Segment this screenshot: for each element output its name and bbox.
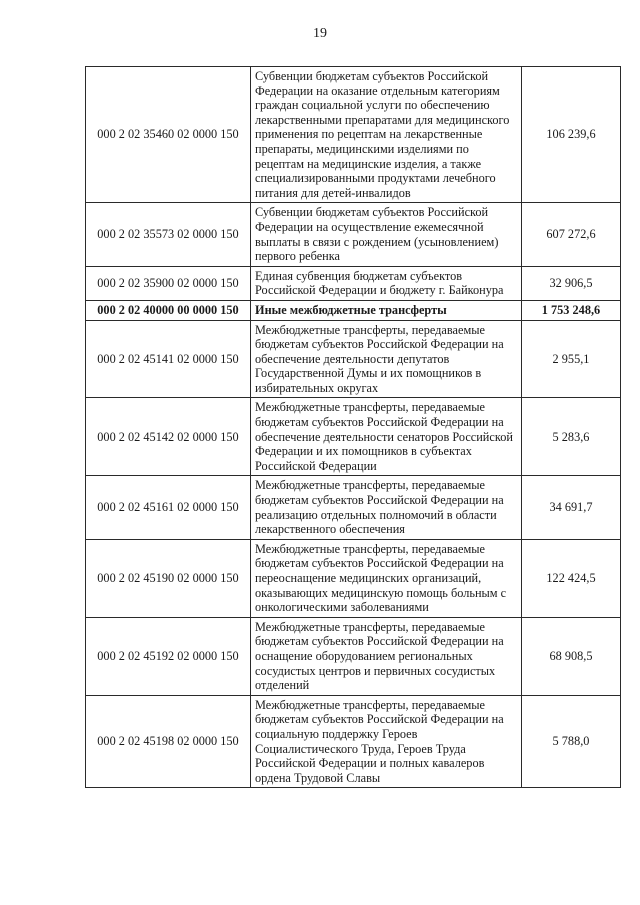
description-cell: Межбюджетные трансферты, передаваемые бюджетам субъектов Российской Федерации на оснащение оборудованием региональных сосудистых центров и первичных сосудистых отделений — [251, 617, 522, 695]
table-row — [86, 617, 621, 695]
budget-code-cell: 000 2 02 45141 02 0000 150 — [86, 320, 251, 398]
amount-cell: 607 272,6 — [522, 203, 621, 266]
amount-cell: 32 906,5 — [522, 266, 621, 300]
table-row — [86, 300, 621, 320]
budget-code-cell: 000 2 02 45142 02 0000 150 — [86, 398, 251, 476]
table-row — [86, 695, 621, 788]
budget-code-cell: 000 2 02 45192 02 0000 150 — [86, 617, 251, 695]
table-row — [86, 476, 621, 539]
table-row — [86, 539, 621, 617]
amount-cell: 1 753 248,6 — [522, 300, 621, 320]
budget-table — [85, 66, 621, 788]
description-cell: Субвенции бюджетам субъектов Российской Федерации на оказание отдельным категориям граждан социальной услуги по обеспечению лекарственными препаратами для медицинского применения по рецептам на лекарственные препараты, медицинскими изделиями по рецептам на медицинские изделия, а также специализированными продуктами лечебного питания для детей-инвалидов — [251, 67, 522, 203]
table-row — [86, 67, 621, 203]
description-cell: Межбюджетные трансферты, передаваемые бюджетам субъектов Российской Федерации на реализацию отдельных полномочий в области лекарственного обеспечения — [251, 476, 522, 539]
description-cell: Субвенции бюджетам субъектов Российской Федерации на осуществление ежемесячной выплаты в связи с рождением (усыновлением) первого ребенка — [251, 203, 522, 266]
amount-cell: 122 424,5 — [522, 539, 621, 617]
budget-code-cell: 000 2 02 35460 02 0000 150 — [86, 67, 251, 203]
budget-code-cell: 000 2 02 35900 02 0000 150 — [86, 266, 251, 300]
table-row — [86, 320, 621, 398]
page-number: 19 — [313, 26, 327, 41]
budget-table-body — [86, 67, 621, 788]
description-cell: Межбюджетные трансферты, передаваемые бюджетам субъектов Российской Федерации на переоснащение медицинских организаций, оказывающих медицинскую помощь больным с онкологическими заболеваниями — [251, 539, 522, 617]
table-row — [86, 266, 621, 300]
budget-code-cell: 000 2 02 45198 02 0000 150 — [86, 695, 251, 788]
budget-code-cell: 000 2 02 45190 02 0000 150 — [86, 539, 251, 617]
amount-cell: 68 908,5 — [522, 617, 621, 695]
amount-cell: 2 955,1 — [522, 320, 621, 398]
table-row — [86, 398, 621, 476]
description-cell: Единая субвенция бюджетам субъектов Российской Федерации и бюджету г. Байконура — [251, 266, 522, 300]
description-cell: Иные межбюджетные трансферты — [251, 300, 522, 320]
amount-cell: 106 239,6 — [522, 67, 621, 203]
amount-cell: 34 691,7 — [522, 476, 621, 539]
budget-code-cell: 000 2 02 45161 02 0000 150 — [86, 476, 251, 539]
amount-cell: 5 283,6 — [522, 398, 621, 476]
budget-code-cell: 000 2 02 35573 02 0000 150 — [86, 203, 251, 266]
description-cell: Межбюджетные трансферты, передаваемые бюджетам субъектов Российской Федерации на социальную поддержку Героев Социалистического Труда, Героев Труда Российской Федерации и полных кавалеров ордена Трудовой Славы — [251, 695, 522, 788]
budget-code-cell: 000 2 02 40000 00 0000 150 — [86, 300, 251, 320]
description-cell: Межбюджетные трансферты, передаваемые бюджетам субъектов Российской Федерации на обеспечение деятельности депутатов Государственной Думы и их помощников в избирательных округах — [251, 320, 522, 398]
description-cell: Межбюджетные трансферты, передаваемые бюджетам субъектов Российской Федерации на обеспечение деятельности сенаторов Российской Федерации и их помощников в субъектах Российской Федерации — [251, 398, 522, 476]
amount-cell: 5 788,0 — [522, 695, 621, 788]
table-row — [86, 203, 621, 266]
